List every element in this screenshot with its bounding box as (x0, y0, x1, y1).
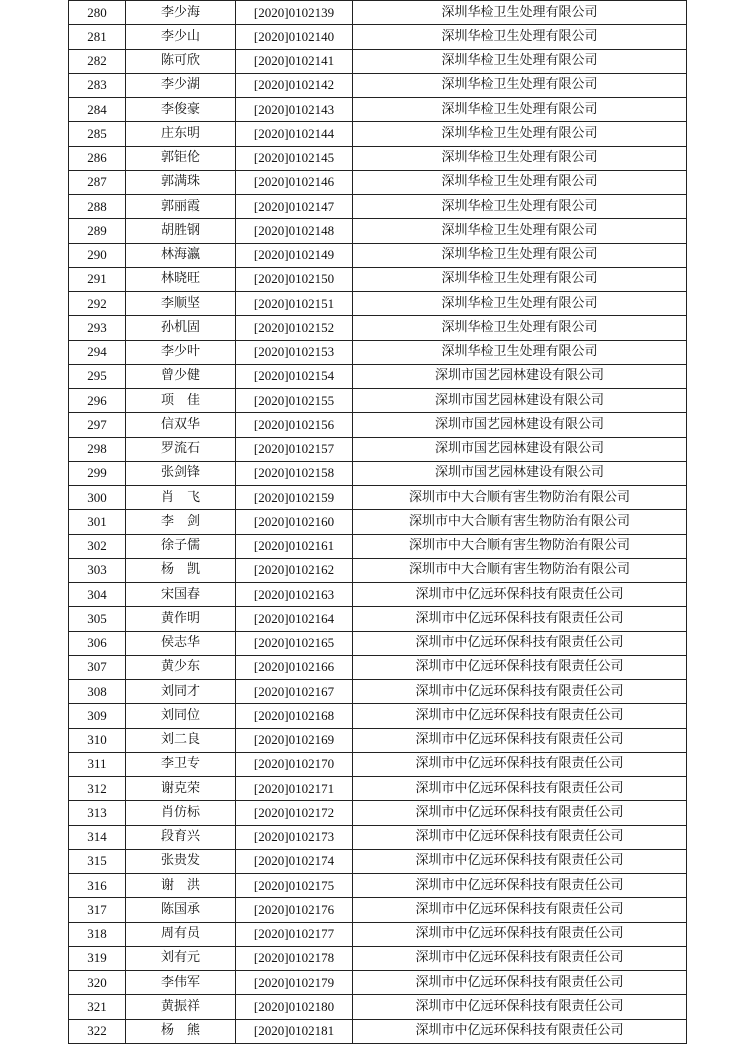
certificate-number: [2020]0102171 (236, 777, 353, 801)
certificate-number: [2020]0102140 (236, 25, 353, 49)
table-row (69, 777, 687, 801)
certificate-number: [2020]0102180 (236, 995, 353, 1019)
table-row (69, 389, 687, 413)
row-number: 297 (69, 413, 126, 437)
certificate-number: [2020]0102165 (236, 631, 353, 655)
certificate-number: [2020]0102144 (236, 122, 353, 146)
person-name: 李少叶 (126, 340, 236, 364)
person-name: 胡胜钢 (126, 219, 236, 243)
row-number: 304 (69, 583, 126, 607)
certificate-number: [2020]0102173 (236, 825, 353, 849)
table-row (69, 680, 687, 704)
row-number: 280 (69, 1, 126, 25)
company-name: 深圳市国艺园林建设有限公司 (353, 413, 687, 437)
person-name: 郭钜伦 (126, 146, 236, 170)
row-number: 310 (69, 728, 126, 752)
certificate-number: [2020]0102147 (236, 195, 353, 219)
person-name: 曾少健 (126, 364, 236, 388)
row-number: 283 (69, 73, 126, 97)
certificate-number: [2020]0102177 (236, 922, 353, 946)
company-name: 深圳市中亿远环保科技有限责任公司 (353, 777, 687, 801)
certificate-number: [2020]0102148 (236, 219, 353, 243)
table-row (69, 364, 687, 388)
table-row (69, 1019, 687, 1043)
company-name: 深圳市中亿远环保科技有限责任公司 (353, 728, 687, 752)
table-row (69, 825, 687, 849)
certificate-number: [2020]0102170 (236, 752, 353, 776)
row-number: 308 (69, 680, 126, 704)
person-name: 项 佳 (126, 389, 236, 413)
row-number: 284 (69, 98, 126, 122)
certificate-number: [2020]0102153 (236, 340, 353, 364)
company-name: 深圳华检卫生处理有限公司 (353, 146, 687, 170)
person-name: 信双华 (126, 413, 236, 437)
row-number: 289 (69, 219, 126, 243)
person-name: 陈可欣 (126, 49, 236, 73)
row-number: 290 (69, 243, 126, 267)
row-number: 307 (69, 655, 126, 679)
certificate-number: [2020]0102169 (236, 728, 353, 752)
person-name: 林海瀛 (126, 243, 236, 267)
person-name: 杨 凯 (126, 558, 236, 582)
row-number: 319 (69, 946, 126, 970)
person-name: 陈国承 (126, 898, 236, 922)
row-number: 311 (69, 752, 126, 776)
table-row (69, 995, 687, 1019)
table-row (69, 292, 687, 316)
company-name: 深圳市中亿远环保科技有限责任公司 (353, 946, 687, 970)
row-number: 312 (69, 777, 126, 801)
table-row (69, 316, 687, 340)
table-row (69, 971, 687, 995)
company-name: 深圳华检卫生处理有限公司 (353, 267, 687, 291)
certificate-number: [2020]0102162 (236, 558, 353, 582)
person-name: 李少山 (126, 25, 236, 49)
table-row (69, 25, 687, 49)
company-name: 深圳市中亿远环保科技有限责任公司 (353, 898, 687, 922)
company-name: 深圳华检卫生处理有限公司 (353, 195, 687, 219)
table-row (69, 631, 687, 655)
company-name: 深圳市国艺园林建设有限公司 (353, 389, 687, 413)
table-row (69, 558, 687, 582)
company-name: 深圳市中大合顺有害生物防治有限公司 (353, 510, 687, 534)
person-name: 刘二良 (126, 728, 236, 752)
row-number: 306 (69, 631, 126, 655)
company-name: 深圳市中亿远环保科技有限责任公司 (353, 704, 687, 728)
table-row (69, 340, 687, 364)
company-name: 深圳华检卫生处理有限公司 (353, 25, 687, 49)
person-name: 徐子儒 (126, 534, 236, 558)
person-name: 黄振祥 (126, 995, 236, 1019)
company-name: 深圳市国艺园林建设有限公司 (353, 364, 687, 388)
certificate-number: [2020]0102164 (236, 607, 353, 631)
person-name: 黄少东 (126, 655, 236, 679)
certificate-number: [2020]0102151 (236, 292, 353, 316)
person-name: 郭丽霞 (126, 195, 236, 219)
person-name: 孙机固 (126, 316, 236, 340)
table-row (69, 849, 687, 873)
certificate-number: [2020]0102175 (236, 874, 353, 898)
person-name: 周有员 (126, 922, 236, 946)
person-name: 李少湖 (126, 73, 236, 97)
certificate-number: [2020]0102167 (236, 680, 353, 704)
person-name: 张剑锋 (126, 461, 236, 485)
certificate-number: [2020]0102179 (236, 971, 353, 995)
certificate-number: [2020]0102163 (236, 583, 353, 607)
table-row (69, 170, 687, 194)
row-number: 315 (69, 849, 126, 873)
row-number: 291 (69, 267, 126, 291)
certificate-number: [2020]0102159 (236, 486, 353, 510)
certificate-number: [2020]0102145 (236, 146, 353, 170)
person-name: 谢克荣 (126, 777, 236, 801)
row-number: 288 (69, 195, 126, 219)
person-name: 侯志华 (126, 631, 236, 655)
company-name: 深圳市中亿远环保科技有限责任公司 (353, 631, 687, 655)
person-name: 李俊豪 (126, 98, 236, 122)
row-number: 299 (69, 461, 126, 485)
company-name: 深圳华检卫生处理有限公司 (353, 73, 687, 97)
person-name: 罗流石 (126, 437, 236, 461)
certificate-number: [2020]0102176 (236, 898, 353, 922)
company-name: 深圳华检卫生处理有限公司 (353, 122, 687, 146)
row-number: 300 (69, 486, 126, 510)
row-number: 321 (69, 995, 126, 1019)
row-number: 320 (69, 971, 126, 995)
table-row (69, 655, 687, 679)
table-row (69, 122, 687, 146)
table-row (69, 728, 687, 752)
certificate-number: [2020]0102139 (236, 1, 353, 25)
table-row (69, 607, 687, 631)
table-row (69, 73, 687, 97)
table-row (69, 898, 687, 922)
table-row (69, 946, 687, 970)
person-name: 段育兴 (126, 825, 236, 849)
row-number: 295 (69, 364, 126, 388)
person-name: 刘有元 (126, 946, 236, 970)
person-name: 宋国春 (126, 583, 236, 607)
company-name: 深圳市中亿远环保科技有限责任公司 (353, 801, 687, 825)
row-number: 318 (69, 922, 126, 946)
table-row (69, 146, 687, 170)
row-number: 301 (69, 510, 126, 534)
company-name: 深圳市中大合顺有害生物防治有限公司 (353, 558, 687, 582)
table-row (69, 752, 687, 776)
person-name: 黄作明 (126, 607, 236, 631)
company-name: 深圳市中亿远环保科技有限责任公司 (353, 655, 687, 679)
row-number: 293 (69, 316, 126, 340)
certificate-number: [2020]0102146 (236, 170, 353, 194)
company-name: 深圳华检卫生处理有限公司 (353, 292, 687, 316)
row-number: 281 (69, 25, 126, 49)
person-name: 李顺坚 (126, 292, 236, 316)
row-number: 302 (69, 534, 126, 558)
row-number: 287 (69, 170, 126, 194)
table-row (69, 583, 687, 607)
company-name: 深圳市中亿远环保科技有限责任公司 (353, 971, 687, 995)
person-name: 林晓旺 (126, 267, 236, 291)
certificate-number: [2020]0102155 (236, 389, 353, 413)
person-name: 刘同位 (126, 704, 236, 728)
person-name: 肖仿标 (126, 801, 236, 825)
certificate-number: [2020]0102157 (236, 437, 353, 461)
company-name: 深圳市国艺园林建设有限公司 (353, 461, 687, 485)
certificate-number: [2020]0102154 (236, 364, 353, 388)
row-number: 317 (69, 898, 126, 922)
company-name: 深圳华检卫生处理有限公司 (353, 49, 687, 73)
certificate-number: [2020]0102149 (236, 243, 353, 267)
company-name: 深圳市中亿远环保科技有限责任公司 (353, 849, 687, 873)
company-name: 深圳市中亿远环保科技有限责任公司 (353, 995, 687, 1019)
personnel-table (68, 0, 687, 1044)
row-number: 292 (69, 292, 126, 316)
company-name: 深圳市中亿远环保科技有限责任公司 (353, 583, 687, 607)
table-row (69, 801, 687, 825)
certificate-number: [2020]0102142 (236, 73, 353, 97)
company-name: 深圳市中亿远环保科技有限责任公司 (353, 752, 687, 776)
table-row (69, 49, 687, 73)
company-name: 深圳华检卫生处理有限公司 (353, 340, 687, 364)
certificate-number: [2020]0102156 (236, 413, 353, 437)
company-name: 深圳华检卫生处理有限公司 (353, 1, 687, 25)
table-row (69, 534, 687, 558)
certificate-number: [2020]0102174 (236, 849, 353, 873)
company-name: 深圳华检卫生处理有限公司 (353, 219, 687, 243)
certificate-number: [2020]0102150 (236, 267, 353, 291)
row-number: 322 (69, 1019, 126, 1043)
row-number: 282 (69, 49, 126, 73)
company-name: 深圳市中亿远环保科技有限责任公司 (353, 607, 687, 631)
row-number: 313 (69, 801, 126, 825)
person-name: 李少海 (126, 1, 236, 25)
company-name: 深圳华检卫生处理有限公司 (353, 243, 687, 267)
person-name: 李 剑 (126, 510, 236, 534)
person-name: 郭满珠 (126, 170, 236, 194)
certificate-number: [2020]0102143 (236, 98, 353, 122)
certificate-number: [2020]0102158 (236, 461, 353, 485)
person-name: 杨 熊 (126, 1019, 236, 1043)
table-row (69, 922, 687, 946)
table-row (69, 874, 687, 898)
table-row (69, 461, 687, 485)
row-number: 305 (69, 607, 126, 631)
person-name: 庄东明 (126, 122, 236, 146)
company-name: 深圳市中亿远环保科技有限责任公司 (353, 922, 687, 946)
row-number: 296 (69, 389, 126, 413)
row-number: 309 (69, 704, 126, 728)
table-row (69, 243, 687, 267)
table-row (69, 1, 687, 25)
table-row (69, 437, 687, 461)
row-number: 303 (69, 558, 126, 582)
company-name: 深圳华检卫生处理有限公司 (353, 316, 687, 340)
table-body (69, 1, 687, 1044)
person-name: 谢 洪 (126, 874, 236, 898)
company-name: 深圳市中亿远环保科技有限责任公司 (353, 874, 687, 898)
table-row (69, 219, 687, 243)
certificate-number: [2020]0102152 (236, 316, 353, 340)
certificate-number: [2020]0102166 (236, 655, 353, 679)
table-row (69, 98, 687, 122)
certificate-number: [2020]0102160 (236, 510, 353, 534)
table-row (69, 413, 687, 437)
certificate-number: [2020]0102168 (236, 704, 353, 728)
table-row (69, 267, 687, 291)
company-name: 深圳市中大合顺有害生物防治有限公司 (353, 534, 687, 558)
table-row (69, 704, 687, 728)
person-name: 李伟军 (126, 971, 236, 995)
row-number: 285 (69, 122, 126, 146)
person-name: 张贵发 (126, 849, 236, 873)
certificate-number: [2020]0102172 (236, 801, 353, 825)
company-name: 深圳市国艺园林建设有限公司 (353, 437, 687, 461)
row-number: 314 (69, 825, 126, 849)
company-name: 深圳市中亿远环保科技有限责任公司 (353, 1019, 687, 1043)
company-name: 深圳华检卫生处理有限公司 (353, 170, 687, 194)
company-name: 深圳市中亿远环保科技有限责任公司 (353, 680, 687, 704)
company-name: 深圳市中大合顺有害生物防治有限公司 (353, 486, 687, 510)
row-number: 316 (69, 874, 126, 898)
row-number: 294 (69, 340, 126, 364)
person-name: 李卫专 (126, 752, 236, 776)
table-row (69, 486, 687, 510)
certificate-number: [2020]0102161 (236, 534, 353, 558)
row-number: 298 (69, 437, 126, 461)
table-row (69, 510, 687, 534)
certificate-number: [2020]0102141 (236, 49, 353, 73)
person-name: 肖 飞 (126, 486, 236, 510)
certificate-number: [2020]0102181 (236, 1019, 353, 1043)
company-name: 深圳华检卫生处理有限公司 (353, 98, 687, 122)
table-row (69, 195, 687, 219)
certificate-number: [2020]0102178 (236, 946, 353, 970)
row-number: 286 (69, 146, 126, 170)
company-name: 深圳市中亿远环保科技有限责任公司 (353, 825, 687, 849)
person-name: 刘同才 (126, 680, 236, 704)
